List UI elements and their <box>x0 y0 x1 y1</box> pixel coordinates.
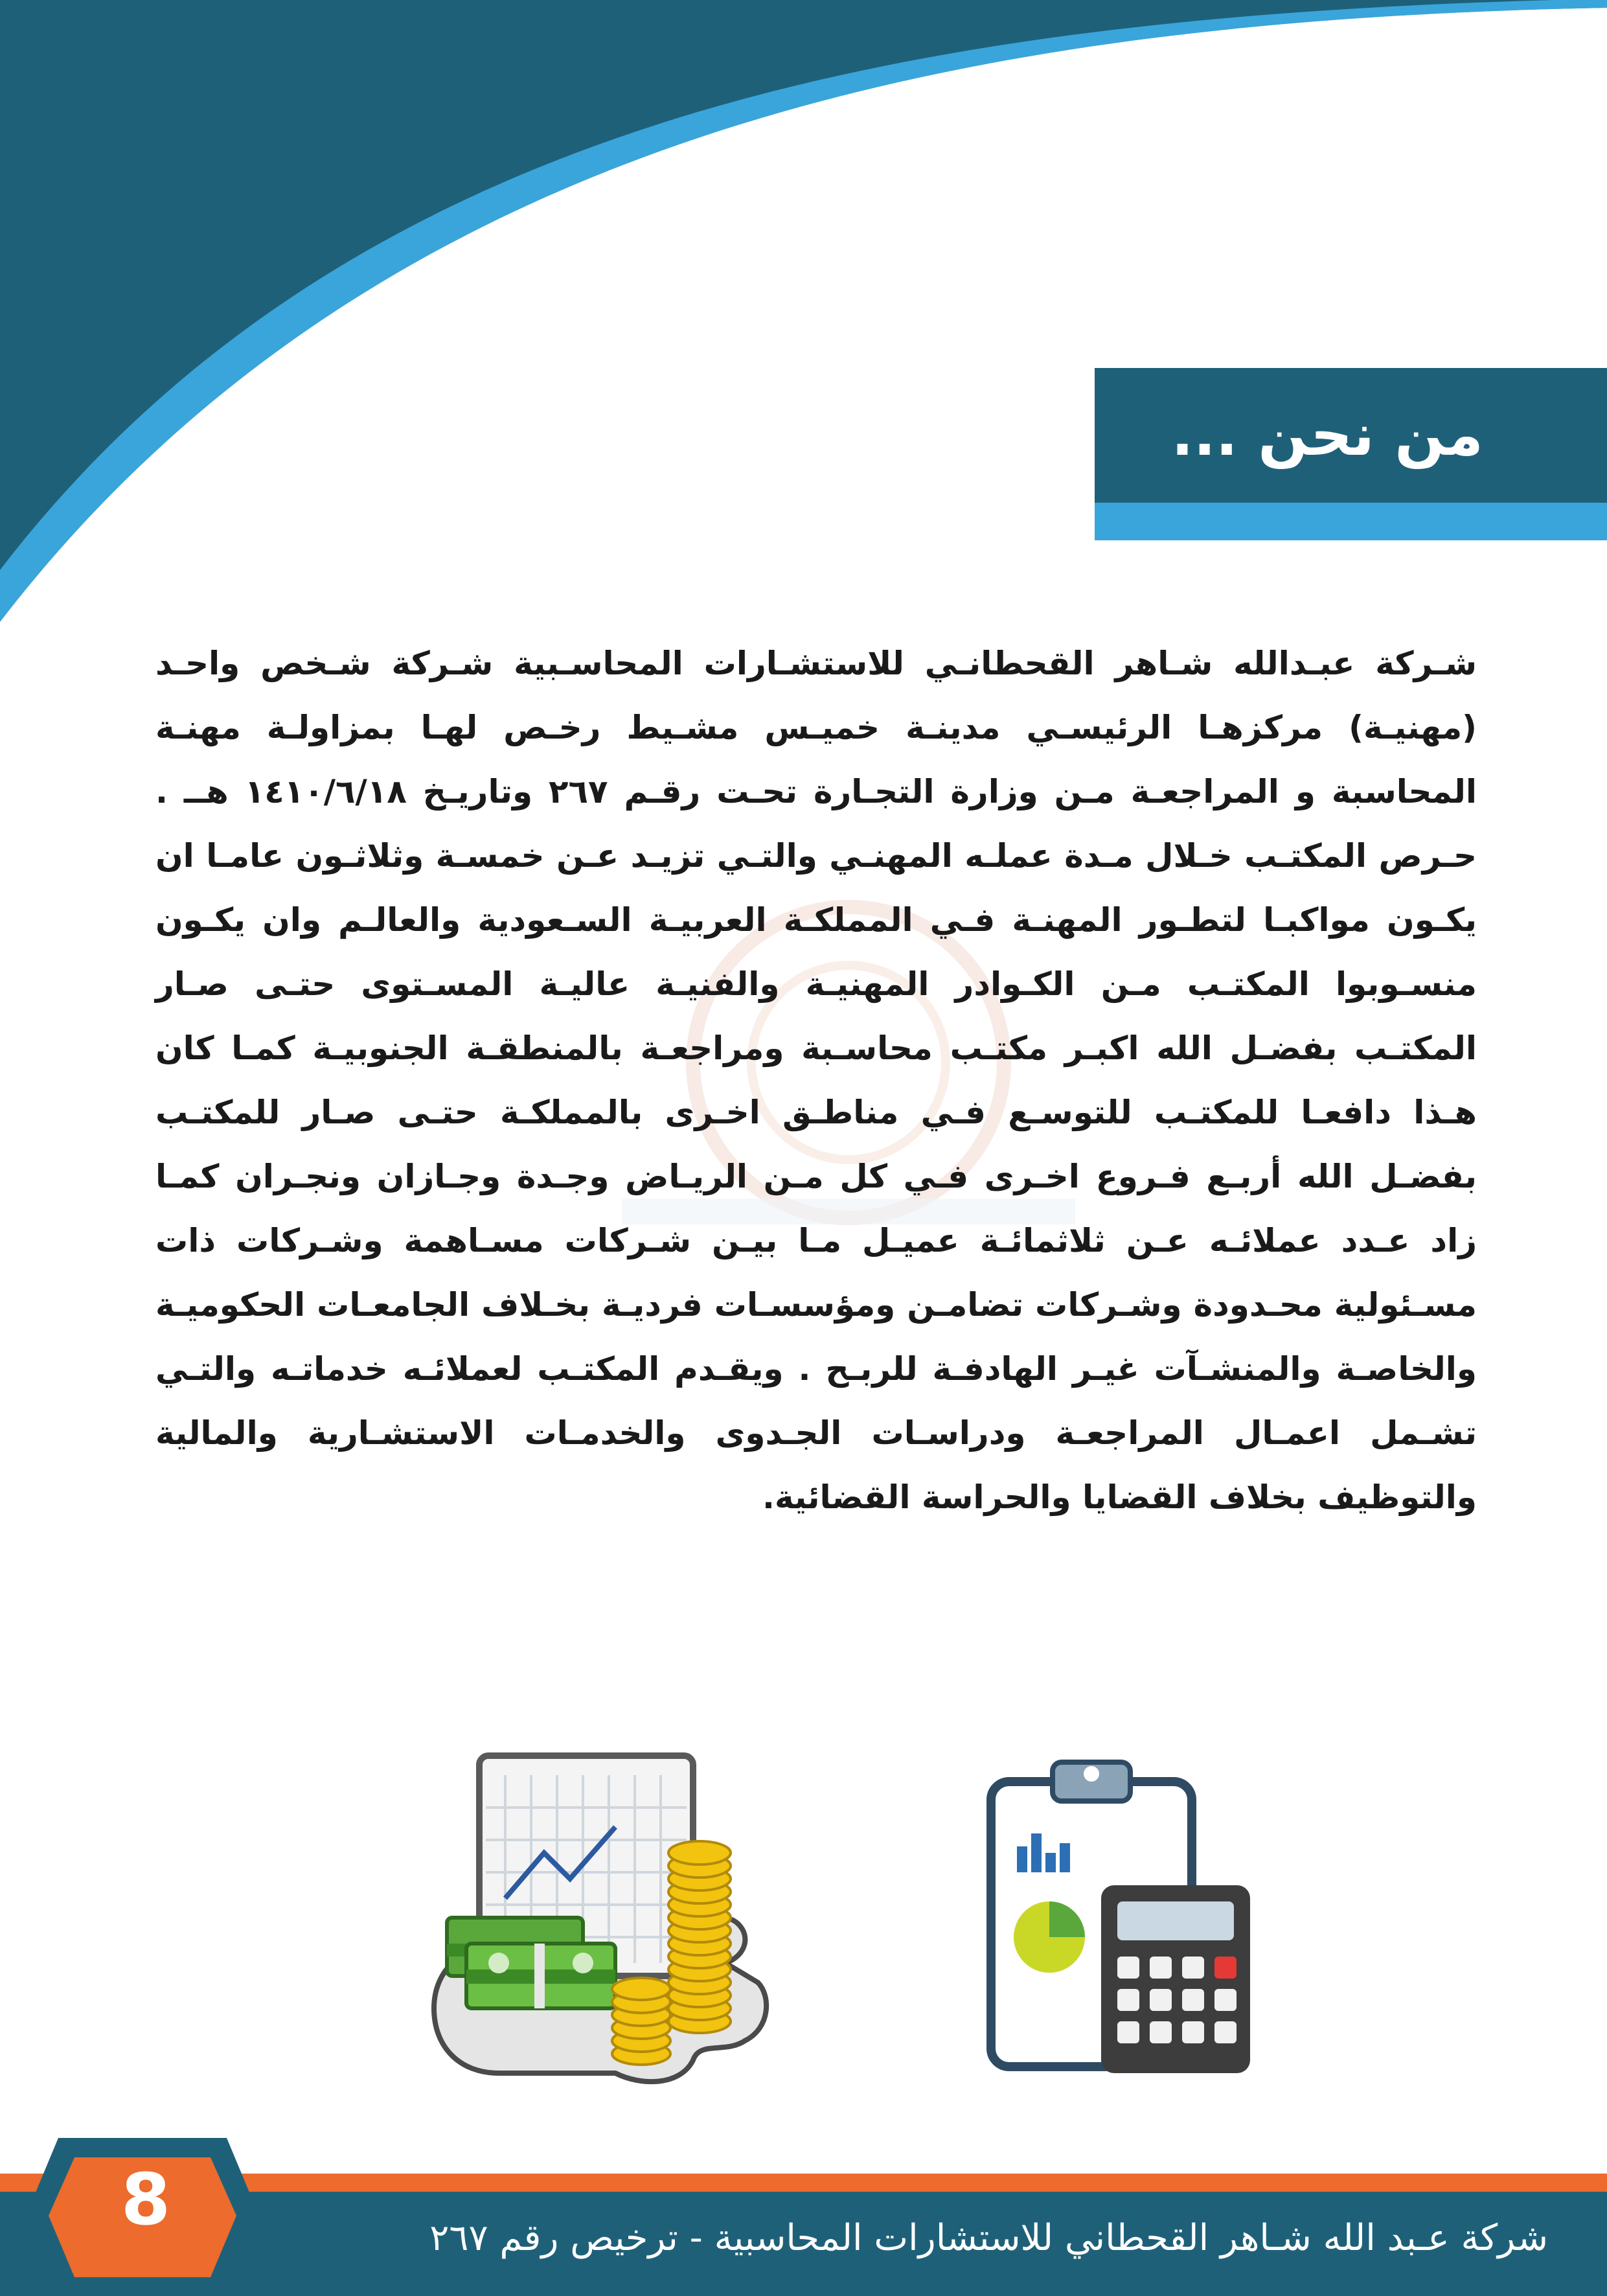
top-decorative-swoosh <box>0 0 1607 648</box>
clipboard-calculator-icon <box>978 1756 1263 2080</box>
finance-chart-money-icon <box>421 1749 784 2112</box>
section-title: من نحن ... <box>1171 401 1483 469</box>
page-number: 8 <box>120 2158 171 2241</box>
about-paragraph: شـركة عبـدالله شـاهر القحطانـي للاستشـارات المحاسـبية شـركة شـخص واحـد (مهنيـة) مركزهـا الرئيسـي مدينـة خميـس مشـيط رخـص لهـا بمزاولـة مهنـة المحاسبة و المراجعـة مـن وزارة التجـارة تحـت رقـم ٢٦٧ وتاريـخ ١٤١٠/٦/١٨ هــ . حـرص المكتـب خـلال مـدة عملـه المهنـي والتـي تزيـد عـن خمسـة وثلاثـون عامـا ان يكـون مواكبـا لتطـور المهنـة فـي المملكـة العربيـة السـعودية والعالـم وان يكـون منسـوبوا المكتـب مـن الكـوادر المهنيـة والفنيـة عاليـة المسـتوى حتـى صـار المكتـب بفضـل الله اكبـر مكتـب محاسـبة ومراجعـة بالمنطقـة الجنوبيـة كمـا كان هـذا دافعـا للمكتـب للتوسـع فـي مناطـق اخـرى بالمملكـة حتـى صـار للمكتـب بفضـل الله أربـع فـروع اخـرى فـي كل مـن الريـاض وجـدة وجـازان ونجـران كمـا زاد عـدد عملائـه عـن ثلاثمائـة عميـل مـا بيـن شـركات مسـاهمة وشـركات ذات مسـئولية محـدودة وشـركات تضامـن ومؤسسـات فرديـة بخـلاف الجامعـات الحكوميـة والخاصـة والمنشـآت غيـر الهادفـة للربـح . ويقـدم المكتـب لعملائـه خدماتـه والتـي تشـمل اعمـال المراجعـة ودراسـات الجـدوى والخدمـات الاستشـارية والمالية والتوظيف بخلاف القضايا والحراسة القضائية. <box>155 645 1477 1516</box>
section-title-stripe <box>1095 503 1607 540</box>
footer-text: شركة عـبد الله شـاهر القحطاني للاستشارات المحاسبية - ترخيص رقم ٢٦٧ <box>429 2217 1548 2259</box>
